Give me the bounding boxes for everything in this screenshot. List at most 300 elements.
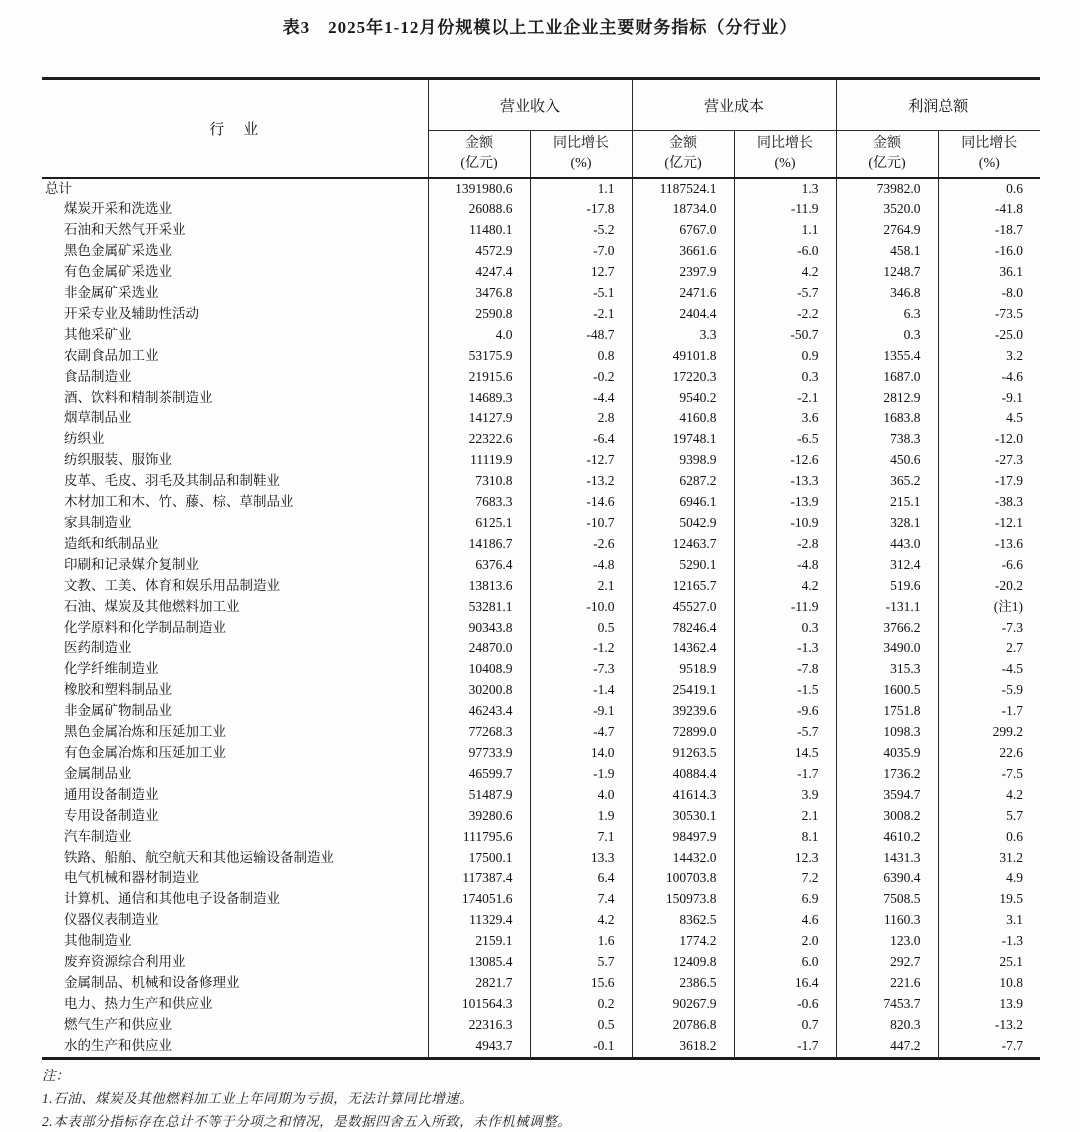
value-cell: 2.1 <box>734 806 836 827</box>
value-cell: 19748.1 <box>632 429 734 450</box>
value-cell: 12463.7 <box>632 534 734 555</box>
value-cell: 0.2 <box>530 994 632 1015</box>
value-cell: 299.2 <box>938 722 1040 743</box>
value-cell: 25419.1 <box>632 680 734 701</box>
value-cell: 4.0 <box>530 785 632 806</box>
value-cell: 6390.4 <box>836 868 938 889</box>
value-cell: -2.2 <box>734 304 836 325</box>
value-cell: 2.1 <box>530 576 632 597</box>
value-cell: 13085.4 <box>428 952 530 973</box>
value-cell: 12.3 <box>734 848 836 869</box>
table-row <box>42 994 1040 1015</box>
industry-cell: 专用设备制造业 <box>64 807 159 823</box>
value-cell: 1751.8 <box>836 701 938 722</box>
value-cell: 7.1 <box>530 827 632 848</box>
value-cell: -0.2 <box>530 367 632 388</box>
value-cell: 0.3 <box>836 325 938 346</box>
value-cell: -27.3 <box>938 450 1040 471</box>
value-cell: -5.7 <box>734 722 836 743</box>
value-cell: 215.1 <box>836 492 938 513</box>
value-cell: -13.2 <box>938 1015 1040 1036</box>
table-row <box>42 1015 1040 1036</box>
notes-label: 注： <box>42 1067 69 1083</box>
industry-cell: 开采专业及辅助性活动 <box>64 305 199 321</box>
value-cell: 1248.7 <box>836 262 938 283</box>
value-cell: 0.5 <box>530 618 632 639</box>
value-cell: -1.7 <box>734 764 836 785</box>
value-cell: 315.3 <box>836 659 938 680</box>
table-row <box>42 367 1040 388</box>
value-cell: 2397.9 <box>632 262 734 283</box>
table-row <box>42 408 1040 429</box>
value-cell: 1774.2 <box>632 931 734 952</box>
value-cell: -17.9 <box>938 471 1040 492</box>
industry-cell: 纺织服装、服饰业 <box>64 452 172 468</box>
value-cell: -12.0 <box>938 429 1040 450</box>
subheader-revenue-amount: 金额 (亿元) <box>428 131 530 178</box>
value-cell: 73982.0 <box>836 178 938 200</box>
value-cell: 1391980.6 <box>428 178 530 200</box>
value-cell: -10.9 <box>734 513 836 534</box>
table-row <box>42 346 1040 367</box>
value-cell: 22.6 <box>938 743 1040 764</box>
value-cell: 14362.4 <box>632 638 734 659</box>
value-cell: 24870.0 <box>428 638 530 659</box>
industry-cell: 烟草制品业 <box>64 410 132 426</box>
industry-cell: 橡胶和塑料制品业 <box>64 682 172 698</box>
group-header-row <box>42 79 1040 131</box>
value-cell: -9.6 <box>734 701 836 722</box>
value-cell: 174051.6 <box>428 889 530 910</box>
value-cell: 1683.8 <box>836 408 938 429</box>
value-cell: 4247.4 <box>428 262 530 283</box>
value-cell: 0.6 <box>938 827 1040 848</box>
value-cell: -4.7 <box>530 722 632 743</box>
value-cell: -1.2 <box>530 638 632 659</box>
value-cell: -6.5 <box>734 429 836 450</box>
value-cell: 443.0 <box>836 534 938 555</box>
value-cell: 3594.7 <box>836 785 938 806</box>
industry-cell: 化学原料和化学制品制造业 <box>64 619 226 635</box>
value-cell: 3008.2 <box>836 806 938 827</box>
industry-cell: 其他制造业 <box>64 933 132 949</box>
group-header-operating-cost: 营业成本 <box>632 79 836 131</box>
industry-cell: 医药制造业 <box>64 640 132 656</box>
value-cell: -16.0 <box>938 241 1040 262</box>
industry-cell: 电气机械和器材制造业 <box>64 870 199 886</box>
value-cell: 3618.2 <box>632 1036 734 1058</box>
value-cell: -20.2 <box>938 576 1040 597</box>
notes-section <box>42 1064 1040 1132</box>
value-cell: 221.6 <box>836 973 938 994</box>
value-cell: -12.1 <box>938 513 1040 534</box>
table-row <box>42 597 1040 618</box>
value-cell: 820.3 <box>836 1015 938 1036</box>
value-cell: -13.9 <box>734 492 836 513</box>
value-cell: 9540.2 <box>632 388 734 409</box>
value-cell: 11329.4 <box>428 910 530 931</box>
value-cell: 13813.6 <box>428 576 530 597</box>
subheader-cost-growth: 同比增长 (%) <box>734 131 836 178</box>
table-header <box>42 79 1040 178</box>
value-cell: 447.2 <box>836 1036 938 1058</box>
table-row <box>42 492 1040 513</box>
value-cell: -14.6 <box>530 492 632 513</box>
value-cell: 0.9 <box>734 346 836 367</box>
value-cell: -73.5 <box>938 304 1040 325</box>
table-title: 表3 2025年1-12月份规模以上工业企业主要财务指标（分行业） <box>282 18 798 37</box>
table-row <box>42 450 1040 471</box>
value-cell: 11480.1 <box>428 220 530 241</box>
value-cell: 519.6 <box>836 576 938 597</box>
value-cell: 2.8 <box>530 408 632 429</box>
industry-cell: 酒、饮料和精制茶制造业 <box>64 389 213 405</box>
industry-cell: 燃气生产和供应业 <box>64 1016 172 1032</box>
value-cell: 1736.2 <box>836 764 938 785</box>
value-cell: 2386.5 <box>632 973 734 994</box>
table-row <box>42 743 1040 764</box>
industry-cell: 汽车制造业 <box>64 828 132 844</box>
value-cell: 150973.8 <box>632 889 734 910</box>
industry-cell: 皮革、毛皮、羽毛及其制品和制鞋业 <box>64 473 280 489</box>
subheader-profit-amount: 金额 (亿元) <box>836 131 938 178</box>
industry-cell: 石油和天然气开采业 <box>64 222 186 238</box>
value-cell: 26088.6 <box>428 199 530 220</box>
value-cell: 6946.1 <box>632 492 734 513</box>
value-cell: 4.0 <box>428 325 530 346</box>
industry-cell: 文教、工美、体育和娱乐用品制造业 <box>64 577 280 593</box>
value-cell: 51487.9 <box>428 785 530 806</box>
value-cell: 14.5 <box>734 743 836 764</box>
table-row <box>42 848 1040 869</box>
value-cell: 4.2 <box>734 576 836 597</box>
value-cell: 1600.5 <box>836 680 938 701</box>
value-cell: -25.0 <box>938 325 1040 346</box>
value-cell: 346.8 <box>836 283 938 304</box>
industry-cell: 有色金属冶炼和压延加工业 <box>64 744 226 760</box>
table-row <box>42 283 1040 304</box>
value-cell: 1687.0 <box>836 367 938 388</box>
value-cell: 90267.9 <box>632 994 734 1015</box>
table-row <box>42 827 1040 848</box>
value-cell: -48.7 <box>530 325 632 346</box>
table-row <box>42 513 1040 534</box>
value-cell: 4.2 <box>734 262 836 283</box>
value-cell: 123.0 <box>836 931 938 952</box>
value-cell: 7508.5 <box>836 889 938 910</box>
value-cell: 98497.9 <box>632 827 734 848</box>
value-cell: -1.4 <box>530 680 632 701</box>
value-cell: 4.2 <box>530 910 632 931</box>
value-cell: -0.6 <box>734 994 836 1015</box>
value-cell: 6.9 <box>734 889 836 910</box>
value-cell: 4.2 <box>938 785 1040 806</box>
table-row <box>42 785 1040 806</box>
value-cell: -1.5 <box>734 680 836 701</box>
value-cell: -1.9 <box>530 764 632 785</box>
value-cell: 2812.9 <box>836 388 938 409</box>
value-cell: 4160.8 <box>632 408 734 429</box>
industry-cell: 印刷和记录媒介复制业 <box>64 556 199 572</box>
table-row <box>42 868 1040 889</box>
value-cell: 101564.3 <box>428 994 530 1015</box>
note-line-1: 1.石油、煤炭及其他燃料加工业上年同期为亏损，无法计算同比增速。 <box>42 1090 474 1106</box>
table-row <box>42 555 1040 576</box>
table-row <box>42 618 1040 639</box>
industry-cell: 铁路、船舶、航空航天和其他运输设备制造业 <box>64 849 334 865</box>
table-row <box>42 325 1040 346</box>
value-cell: -2.1 <box>734 388 836 409</box>
table-row <box>42 701 1040 722</box>
value-cell: -2.6 <box>530 534 632 555</box>
industry-cell: 农副食品加工业 <box>64 347 159 363</box>
table-row <box>42 889 1040 910</box>
value-cell: 1.6 <box>530 931 632 952</box>
value-cell: -6.0 <box>734 241 836 262</box>
value-cell: -5.9 <box>938 680 1040 701</box>
value-cell: 22322.6 <box>428 429 530 450</box>
value-cell: 1431.3 <box>836 848 938 869</box>
value-cell: 0.8 <box>530 346 632 367</box>
table-row <box>42 304 1040 325</box>
value-cell: -17.8 <box>530 199 632 220</box>
value-cell: 2764.9 <box>836 220 938 241</box>
value-cell: 450.6 <box>836 450 938 471</box>
value-cell: -1.3 <box>938 931 1040 952</box>
value-cell: 14432.0 <box>632 848 734 869</box>
value-cell: 97733.9 <box>428 743 530 764</box>
value-cell: -13.3 <box>734 471 836 492</box>
value-cell: 46599.7 <box>428 764 530 785</box>
value-cell: 2159.1 <box>428 931 530 952</box>
value-cell: 2821.7 <box>428 973 530 994</box>
value-cell: 10.8 <box>938 973 1040 994</box>
value-cell: 30530.1 <box>632 806 734 827</box>
table-row <box>42 931 1040 952</box>
industry-cell: 总计 <box>45 180 72 196</box>
value-cell: -1.7 <box>938 701 1040 722</box>
value-cell: 7453.7 <box>836 994 938 1015</box>
value-cell: 39280.6 <box>428 806 530 827</box>
value-cell: -2.1 <box>530 304 632 325</box>
value-cell: 25.1 <box>938 952 1040 973</box>
value-cell: 7.4 <box>530 889 632 910</box>
value-cell: 0.3 <box>734 618 836 639</box>
value-cell: -11.9 <box>734 597 836 618</box>
value-cell: -12.7 <box>530 450 632 471</box>
value-cell: 5.7 <box>530 952 632 973</box>
industry-cell: 金属制品业 <box>64 765 132 781</box>
value-cell: 53175.9 <box>428 346 530 367</box>
value-cell: 77268.3 <box>428 722 530 743</box>
industry-cell: 仪器仪表制造业 <box>64 912 159 928</box>
value-cell: -13.2 <box>530 471 632 492</box>
table-row <box>42 806 1040 827</box>
value-cell: -10.7 <box>530 513 632 534</box>
value-cell: 9398.9 <box>632 450 734 471</box>
industry-cell: 纺织业 <box>64 431 105 447</box>
value-cell: 1160.3 <box>836 910 938 931</box>
industry-cell: 食品制造业 <box>64 368 132 384</box>
group-header-operating-revenue: 营业收入 <box>428 79 632 131</box>
value-cell: 6125.1 <box>428 513 530 534</box>
value-cell: 328.1 <box>836 513 938 534</box>
value-cell: -13.6 <box>938 534 1040 555</box>
value-cell: 2404.4 <box>632 304 734 325</box>
industry-cell: 非金属矿物制品业 <box>64 703 172 719</box>
value-cell: 12409.8 <box>632 952 734 973</box>
value-cell: 3.2 <box>938 346 1040 367</box>
table-row <box>42 722 1040 743</box>
value-cell: 6.0 <box>734 952 836 973</box>
table-row <box>42 638 1040 659</box>
value-cell: 365.2 <box>836 471 938 492</box>
value-cell: 90343.8 <box>428 618 530 639</box>
value-cell: -6.6 <box>938 555 1040 576</box>
value-cell: 6767.0 <box>632 220 734 241</box>
value-cell: 3661.6 <box>632 241 734 262</box>
industry-cell: 废弃资源综合利用业 <box>64 954 186 970</box>
value-cell: 100703.8 <box>632 868 734 889</box>
value-cell: 46243.4 <box>428 701 530 722</box>
value-cell: 1187524.1 <box>632 178 734 200</box>
value-cell: 7683.3 <box>428 492 530 513</box>
table-row <box>42 910 1040 931</box>
value-cell: 6287.2 <box>632 471 734 492</box>
value-cell: 458.1 <box>836 241 938 262</box>
value-cell: 8.1 <box>734 827 836 848</box>
industry-cell: 黑色金属冶炼和压延加工业 <box>64 724 226 740</box>
value-cell: 13.9 <box>938 994 1040 1015</box>
value-cell: -8.0 <box>938 283 1040 304</box>
value-cell: -12.6 <box>734 450 836 471</box>
table-row <box>42 1036 1040 1058</box>
value-cell: 15.6 <box>530 973 632 994</box>
value-cell: 1.9 <box>530 806 632 827</box>
table-body <box>42 178 1040 1059</box>
value-cell: 0.5 <box>530 1015 632 1036</box>
value-cell: 4.9 <box>938 868 1040 889</box>
value-cell: 4.5 <box>938 408 1040 429</box>
value-cell: 11119.9 <box>428 450 530 471</box>
value-cell: -5.1 <box>530 283 632 304</box>
value-cell: 5290.1 <box>632 555 734 576</box>
value-cell: 21915.6 <box>428 367 530 388</box>
value-cell: 4943.7 <box>428 1036 530 1058</box>
value-cell: 4.6 <box>734 910 836 931</box>
value-cell: -1.7 <box>734 1036 836 1058</box>
table-row <box>42 178 1040 200</box>
value-cell: 738.3 <box>836 429 938 450</box>
financial-indicators-table <box>42 77 1040 1060</box>
value-cell: -131.1 <box>836 597 938 618</box>
value-cell: -7.3 <box>938 618 1040 639</box>
value-cell: 40884.4 <box>632 764 734 785</box>
industry-cell: 有色金属矿采选业 <box>64 264 172 280</box>
subheader-profit-growth: 同比增长 (%) <box>938 131 1040 178</box>
value-cell: -7.7 <box>938 1036 1040 1058</box>
value-cell: 1098.3 <box>836 722 938 743</box>
value-cell: 9518.9 <box>632 659 734 680</box>
value-cell: 7310.8 <box>428 471 530 492</box>
industry-cell: 石油、煤炭及其他燃料加工业 <box>64 598 240 614</box>
value-cell: 53281.1 <box>428 597 530 618</box>
table-row <box>42 388 1040 409</box>
value-cell: 3476.8 <box>428 283 530 304</box>
table-row <box>42 576 1040 597</box>
table-row <box>42 534 1040 555</box>
value-cell: 3.9 <box>734 785 836 806</box>
value-cell: 18734.0 <box>632 199 734 220</box>
column-header-industry: 行 业 <box>42 79 428 178</box>
value-cell: 0.6 <box>938 178 1040 200</box>
value-cell: 45527.0 <box>632 597 734 618</box>
industry-cell: 黑色金属矿采选业 <box>64 243 172 259</box>
value-cell: 31.2 <box>938 848 1040 869</box>
table-row <box>42 680 1040 701</box>
value-cell: 3.6 <box>734 408 836 429</box>
value-cell: 20786.8 <box>632 1015 734 1036</box>
value-cell: 2590.8 <box>428 304 530 325</box>
value-cell: 2471.6 <box>632 283 734 304</box>
value-cell: 14.0 <box>530 743 632 764</box>
industry-cell: 化学纤维制造业 <box>64 661 159 677</box>
value-cell: 3.3 <box>632 325 734 346</box>
table-row <box>42 262 1040 283</box>
value-cell: -4.5 <box>938 659 1040 680</box>
value-cell: -9.1 <box>530 701 632 722</box>
group-header-total-profit: 利润总额 <box>836 79 1040 131</box>
value-cell: -10.0 <box>530 597 632 618</box>
value-cell: 91263.5 <box>632 743 734 764</box>
value-cell: -2.8 <box>734 534 836 555</box>
value-cell: 22316.3 <box>428 1015 530 1036</box>
value-cell: 117387.4 <box>428 868 530 889</box>
value-cell: 4035.9 <box>836 743 938 764</box>
value-cell: 6.4 <box>530 868 632 889</box>
industry-cell: 其他采矿业 <box>64 326 132 342</box>
value-cell: -50.7 <box>734 325 836 346</box>
value-cell: 3.1 <box>938 910 1040 931</box>
value-cell: 6376.4 <box>428 555 530 576</box>
industry-cell: 计算机、通信和其他电子设备制造业 <box>64 891 280 907</box>
value-cell: 0.3 <box>734 367 836 388</box>
value-cell: -18.7 <box>938 220 1040 241</box>
value-cell: -7.0 <box>530 241 632 262</box>
value-cell: -4.4 <box>530 388 632 409</box>
value-cell: 36.1 <box>938 262 1040 283</box>
value-cell: -7.3 <box>530 659 632 680</box>
value-cell: 5042.9 <box>632 513 734 534</box>
value-cell: -9.1 <box>938 388 1040 409</box>
table-row <box>42 659 1040 680</box>
value-cell: 13.3 <box>530 848 632 869</box>
value-cell: 1.1 <box>530 178 632 200</box>
value-cell: 72899.0 <box>632 722 734 743</box>
subheader-cost-amount: 金额 (亿元) <box>632 131 734 178</box>
value-cell: 12.7 <box>530 262 632 283</box>
value-cell: 10408.9 <box>428 659 530 680</box>
value-cell: 3490.0 <box>836 638 938 659</box>
value-cell: -11.9 <box>734 199 836 220</box>
value-cell: 78246.4 <box>632 618 734 639</box>
value-cell: 3520.0 <box>836 199 938 220</box>
table-row <box>42 429 1040 450</box>
value-cell: 1355.4 <box>836 346 938 367</box>
note-line-2: 2.本表部分指标存在总计不等于分项之和情况，是数据四舍五入所致，未作机械调整。 <box>42 1113 572 1129</box>
value-cell: 3766.2 <box>836 618 938 639</box>
table-row <box>42 220 1040 241</box>
